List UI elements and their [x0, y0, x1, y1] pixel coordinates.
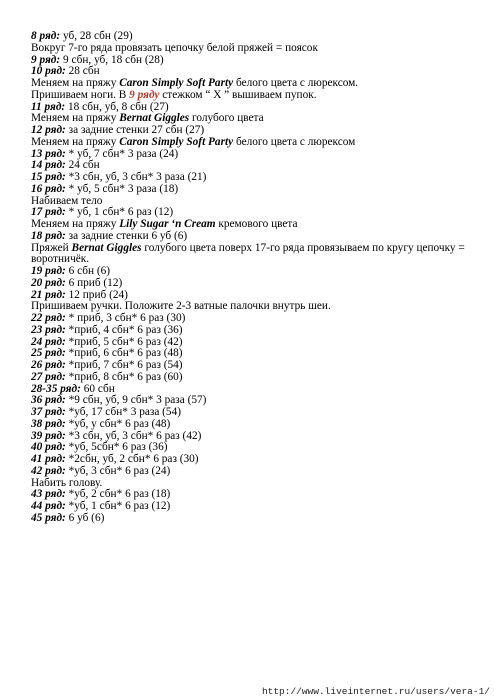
line-text: Меняем на пряжу: [31, 112, 120, 125]
row-label: 37 ряд:: [31, 406, 66, 418]
row-instruction: [31, 513, 471, 525]
yarn-name: Bernat Giggles: [119, 112, 190, 125]
row-label: 22 ряд:: [31, 312, 66, 324]
row-text: *приб, 5 сбн* 6 раз (42): [65, 335, 183, 348]
row-label: 9 ряд:: [31, 53, 61, 66]
row-label: 43 ряд:: [31, 488, 66, 501]
instruction-line: Пришиваем ручки. Положите 2-3 ватные палочки внутрь шеи.: [31, 300, 331, 313]
row-label: 18 ряд:: [31, 229, 66, 242]
line-text: голубого цвета: [189, 112, 264, 125]
line-text: Пряжей: [31, 241, 72, 254]
row-label: 16 ряд:: [31, 182, 66, 195]
row-text: уб, 28 сбн (29): [60, 30, 133, 42]
row-text: * уб, 7 сбн* 3 раза (24): [65, 147, 179, 160]
row-label: 36 ряд:: [31, 394, 66, 407]
row-label: 28-35 ряд:: [31, 382, 81, 395]
instruction-line: Набиваем тело: [31, 194, 103, 207]
row-label: 38 ряд:: [31, 417, 66, 430]
yarn-name: Bernat Giggles: [71, 241, 142, 254]
yarn-name: Caron Simply Soft Party: [119, 77, 234, 89]
row-text: за задние стенки 6 уб (6): [65, 229, 188, 242]
highlight-text: 9 ряду: [129, 88, 160, 101]
row-text: *3 сбн, уб, 3 сбн* 3 раза (21): [65, 171, 207, 183]
row-text: *приб, 6 сбн* 6 раз (48): [65, 347, 183, 360]
row-text: *уб, 17 сбн* 3 раза (54): [65, 406, 181, 418]
row-label: 13 ряд:: [31, 147, 66, 160]
row-text: 28 сбн: [65, 65, 100, 78]
row-text: *уб, у сбн* 6 раз (48): [65, 417, 171, 430]
row-text: *приб, 4 сбн* 6 раз (36): [65, 323, 183, 336]
row-text: 24 сбн: [65, 159, 100, 172]
row-label: 21 ряд:: [31, 288, 66, 301]
row-instruction: [31, 184, 471, 196]
line-text: белого цвета с люрексом.: [233, 77, 359, 89]
row-text: 18 сбн, уб, 8 сбн (27): [65, 100, 169, 113]
row-label: 40 ряд:: [31, 441, 66, 454]
row-text: за задние стенки 27 сбн (27): [65, 124, 205, 136]
row-text: *уб, 5сбн* 6 раз (36): [65, 441, 168, 454]
line-text: Меняем на пряжу: [31, 218, 120, 230]
row-text: *9 сбн, уб, 9 сбн* 3 раза (57): [65, 394, 207, 407]
row-label: 26 ряд:: [31, 359, 66, 371]
row-label: 45 ряд:: [31, 511, 66, 524]
row-text: 9 сбн, уб, 18 сбн (28): [60, 53, 164, 66]
yarn-name: Caron Simply Soft Party: [119, 135, 234, 148]
row-label: 14 ряд:: [31, 159, 66, 172]
row-text: 60 сбн: [80, 382, 115, 395]
row-text: *2сбн, уб, 2 сбн* 6 раз (30): [65, 453, 199, 465]
row-label: 19 ряд:: [31, 265, 66, 277]
row-label: 8 ряд:: [31, 30, 61, 42]
row-label: 25 ряд:: [31, 347, 66, 360]
row-text: *уб, 3 сбн* 6 раз (24): [65, 464, 171, 477]
row-text: * приб, 3 сбн* 6 раз (30): [65, 312, 186, 324]
row-text: 6 сбн (6): [65, 265, 111, 277]
row-label: 15 ряд:: [31, 171, 66, 183]
row-text: *приб, 7 сбн* 6 раз (54): [65, 359, 183, 371]
row-label: 44 ряд:: [31, 500, 66, 512]
row-label: 41 ряд:: [31, 453, 66, 465]
row-text: 12 приб (24): [65, 288, 128, 301]
line-text: стежком “ X ” вышиваем пупок.: [159, 88, 317, 101]
row-label: 24 ряд:: [31, 335, 66, 348]
row-text: * уб, 5 сбн* 3 раза (18): [65, 182, 179, 195]
row-label: 23 ряд:: [31, 323, 66, 336]
line-text: Пришиваем ноги. В: [31, 88, 130, 101]
row-label: 17 ряд:: [31, 206, 66, 219]
row-instruction: [31, 466, 471, 478]
line-text: кремового цвета: [215, 218, 298, 230]
row-text: * уб, 1 сбн* 6 раз (12): [65, 206, 174, 219]
source-url: http://www.liveinternet.ru/users/vera-1/: [261, 686, 490, 697]
row-label: 27 ряд:: [31, 370, 66, 383]
row-label: 42 ряд:: [31, 464, 66, 477]
pattern-document: [31, 31, 471, 525]
row-label: 12 ряд:: [31, 124, 66, 136]
row-text: *уб, 1 сбн* 6 раз (12): [65, 500, 171, 512]
yarn-name: Lily Sugar ‘n Cream: [119, 218, 216, 230]
row-text: *приб, 8 сбн* 6 раз (60): [65, 370, 183, 383]
row-text: *уб, 2 сбн* 6 раз (18): [65, 488, 171, 501]
row-label: 39 ряд:: [31, 429, 66, 442]
row-text: *3 сбн, уб, 3 сбн* 6 раз (42): [65, 429, 202, 442]
instruction-line: Набить голову.: [31, 476, 103, 489]
row-text: 6 приб (12): [65, 276, 123, 289]
row-label: 10 ряд:: [31, 65, 66, 78]
instruction-line: Вокруг 7-го ряда провязать цепочку белой пряжей = поясок: [31, 41, 318, 54]
row-text: 6 уб (6): [65, 511, 105, 524]
line-text: Меняем на пряжу: [31, 77, 120, 89]
instruction-line: [31, 243, 471, 267]
row-instruction: [31, 31, 471, 43]
line-text: Меняем на пряжу: [31, 135, 120, 148]
line-text: белого цвета с люрексом: [233, 135, 356, 148]
row-label: 20 ряд:: [31, 276, 66, 289]
line-text: голубого цвета поверх 17-го ряда провязываем по кругу цепочку = воротничёк.: [31, 241, 465, 266]
row-label: 11 ряд:: [31, 100, 66, 113]
